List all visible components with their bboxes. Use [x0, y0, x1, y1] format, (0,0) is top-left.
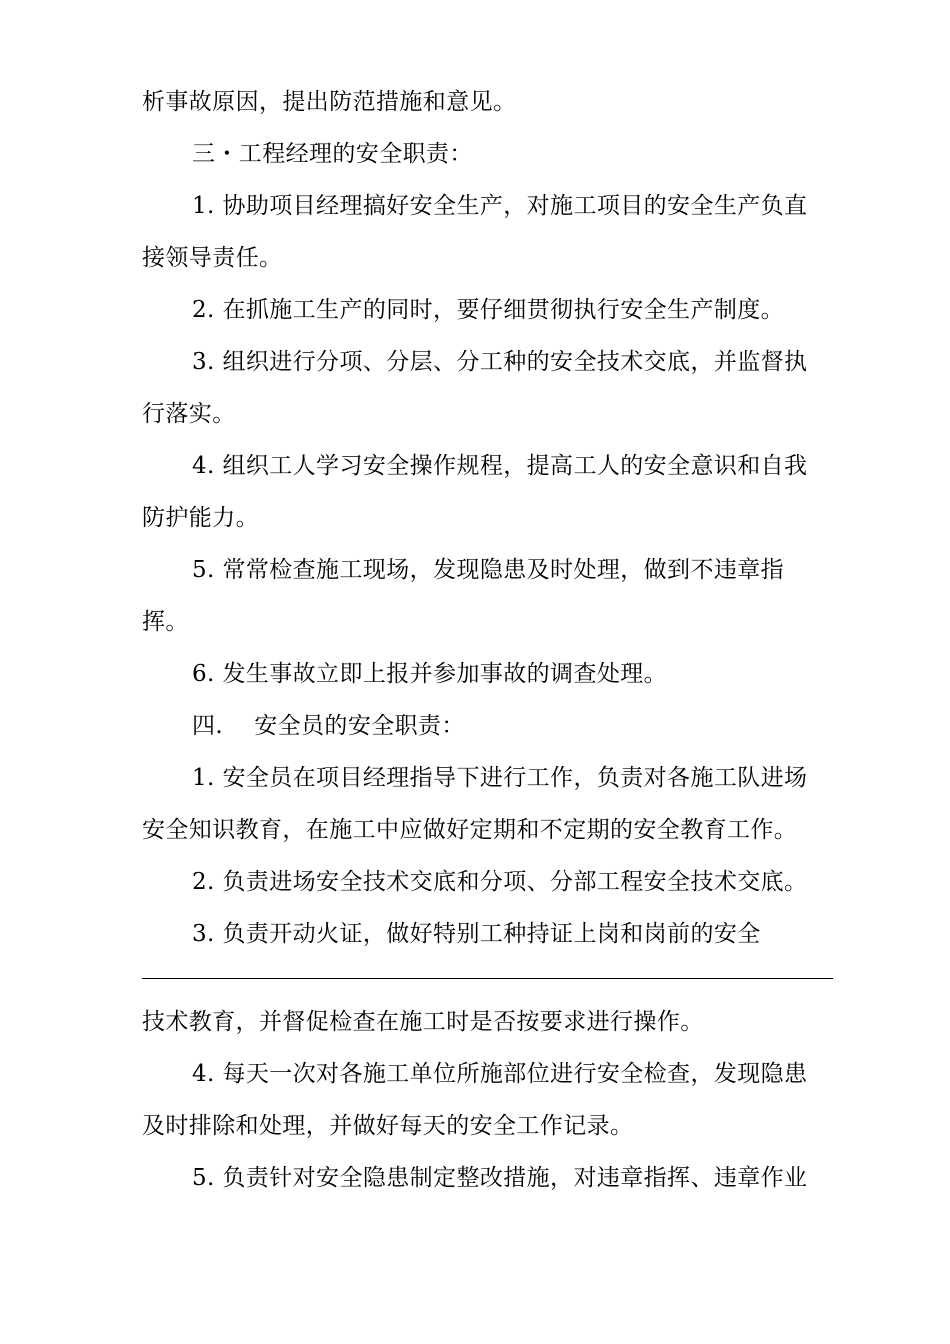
list-item: 5. 常常检查施工现场，发现隐患及时处理，做到不违章指	[192, 557, 785, 583]
list-item: 4. 每天一次对各施工单位所施部位进行安全检查，发现隐患	[192, 1061, 808, 1087]
list-item: 2. 在抓施工生产的同时，要仔细贯彻执行安全生产制度。	[192, 297, 785, 323]
list-item: 2. 负责进场安全技术交底和分项、分部工程安全技术交底。	[192, 869, 808, 895]
list-item: 5. 负责针对安全隐患制定整改措施，对违章指挥、违章作业	[192, 1165, 808, 1191]
list-item-continuation: 接领导责任。	[142, 245, 283, 271]
list-item-continuation: 安全知识教育，在施工中应做好定期和不定期的安全教育工作。	[142, 817, 798, 843]
list-item-continuation: 及时排除和处理，并做好每天的安全工作记录。	[142, 1113, 634, 1139]
list-item-continuation: 行落实。	[142, 401, 236, 427]
list-item: 6. 发生事故立即上报并参加事故的调查处理。	[192, 661, 668, 687]
list-item: 1. 安全员在项目经理指导下进行工作，负责对各施工队进场	[192, 765, 808, 791]
list-item: 3. 组织进行分项、分层、分工种的安全技术交底，并监督执	[192, 349, 808, 375]
section-heading: 四. 安全员的安全职责：	[192, 713, 465, 739]
list-item: 4. 组织工人学习安全操作规程，提高工人的安全意识和自我	[192, 453, 808, 479]
list-item-continuation: 技术教育，并督促检查在施工时是否按要求进行操作。	[142, 1009, 704, 1035]
paragraph-line: 析事故原因，提出防范措施和意见。	[142, 89, 517, 115]
list-item: 3. 负责开动火证，做好特别工种持证上岗和岗前的安全	[192, 921, 761, 947]
list-item: 1. 协助项目经理搞好安全生产，对施工项目的安全生产负直	[192, 193, 808, 219]
list-item-continuation: 挥。	[142, 609, 189, 635]
page-divider	[142, 978, 833, 979]
list-item-continuation: 防护能力。	[142, 505, 259, 531]
section-heading: 三・工程经理的安全职责：	[192, 141, 473, 167]
